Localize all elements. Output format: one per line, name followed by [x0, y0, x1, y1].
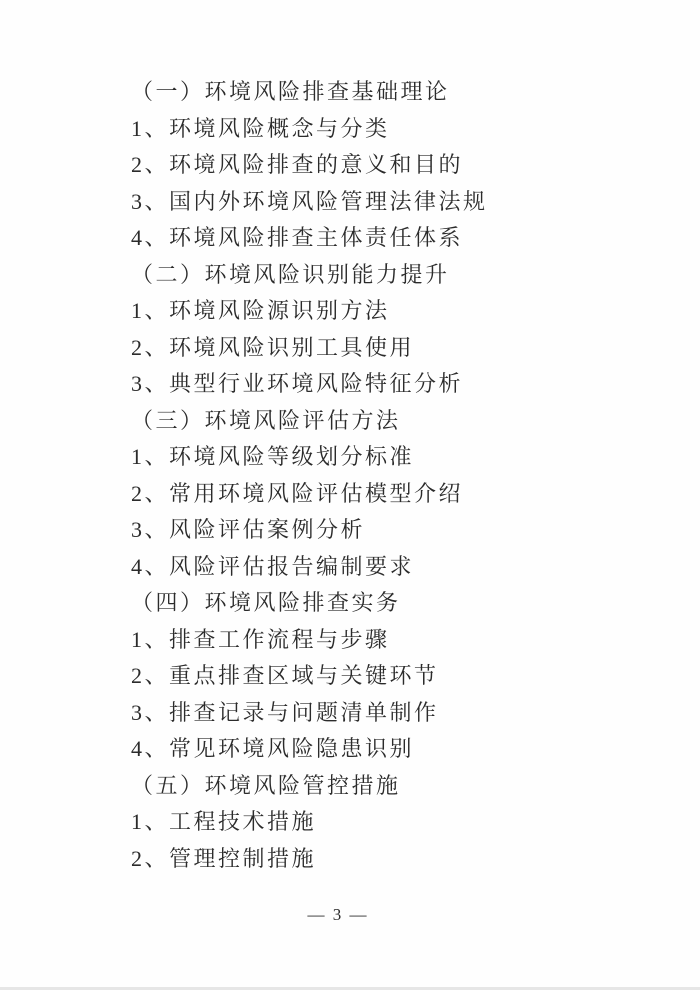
toc-item: 2、环境风险排查的意义和目的 [131, 152, 464, 177]
toc-section-heading: （一）环境风险排查基础理论 [131, 79, 450, 104]
toc-item: 1、排查工作流程与步骤 [131, 626, 390, 652]
toc-item: 2、常用环境风险评估模型介绍 [131, 480, 464, 506]
toc-item: 2、管理控制措施 [131, 845, 317, 871]
toc-item: 3、典型行业环境风险特征分析 [131, 371, 464, 396]
toc-item: 3、国内外环境风险管理法律法规 [131, 188, 488, 214]
toc-item: 3、风险评估案例分析 [131, 517, 366, 542]
toc-section-heading: （二）环境风险识别能力提升 [131, 261, 450, 287]
toc-item: 3、排查记录与问题清单制作 [131, 699, 439, 725]
toc-text-block [131, 74, 488, 877]
page-number: — 3 — [307, 905, 369, 924]
toc-item: 4、环境风险排查主体责任体系 [131, 225, 464, 250]
toc-item: 1、工程技术措施 [131, 809, 317, 834]
toc-section-heading: （五）环境风险管控措施 [131, 772, 401, 798]
toc-item: 4、风险评估报告编制要求 [131, 553, 415, 579]
toc-item: 1、环境风险等级划分标准 [131, 444, 415, 469]
toc-section-heading: （四）环境风险排查实务 [131, 590, 401, 615]
toc-item: 2、环境风险识别工具使用 [131, 334, 415, 360]
toc-section-heading: （三）环境风险评估方法 [131, 407, 401, 433]
toc-item: 1、环境风险概念与分类 [131, 115, 390, 141]
toc-item: 1、环境风险源识别方法 [131, 298, 390, 323]
toc-item: 2、重点排查区域与关键环节 [131, 663, 439, 688]
toc-item: 4、常见环境风险隐患识别 [131, 736, 415, 761]
